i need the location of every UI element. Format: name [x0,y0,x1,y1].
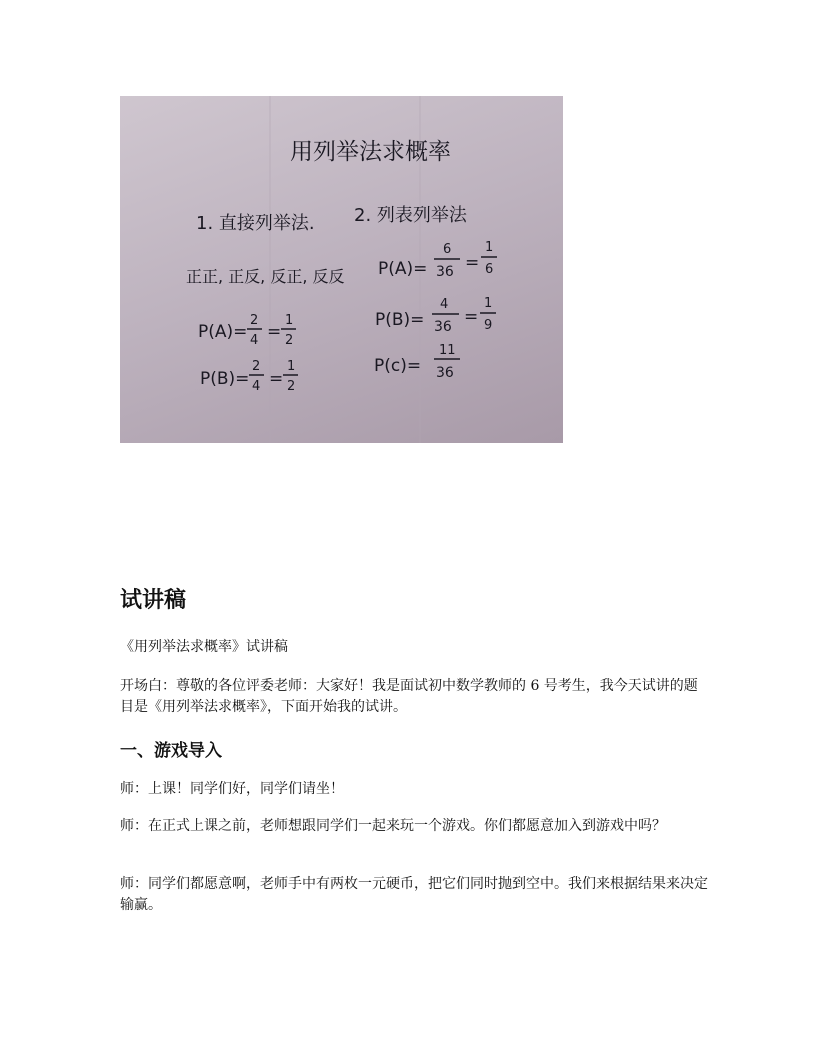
note-pa-right-eq: = [465,253,480,273]
note-pb-right-label: P(B)= [375,310,425,330]
note-pc-right-label: P(c)= [374,356,422,376]
handwritten-note-photo [120,96,563,443]
note-pb-right-rden: 9 [484,318,493,333]
note-pa-right-rden: 6 [485,262,494,277]
paragraph-2: 师：在正式上课之前，老师想跟同学们一起来玩一个游戏。你们都愿意加入到游戏中吗？ [120,818,666,834]
note-pa-left-eq: = [267,322,282,342]
section-heading-game-intro: 一、游戏导入 [120,741,222,761]
note-pb-right-eq: = [464,307,479,327]
note-pa-left-num: 2 [250,313,259,328]
note-method-2: 2. 列表列举法 [354,205,467,226]
note-pb-left-label: P(B)= [200,369,250,389]
note-pb-left-rden: 2 [287,379,296,394]
note-pa-left-rnum: 1 [285,313,294,328]
note-pa-left-den: 4 [250,333,259,348]
note-pa-left-label: P(A)= [198,322,248,342]
note-pb-left-den: 4 [252,379,261,394]
note-pa-right-rnum: 1 [485,240,494,255]
note-pb-left-rnum: 1 [287,359,296,374]
paragraph-1: 师：上课！同学们好，同学们请坐！ [120,781,344,797]
note-pa-left-rden: 2 [285,333,294,348]
page-title: 试讲稿 [120,588,187,613]
note-pa-right-num: 6 [443,242,452,257]
note-pb-left-eq: = [269,369,284,389]
note-pb-right-den: 36 [434,319,452,335]
note-outcomes: 正正, 正反, 反正, 反反 [186,267,345,286]
note-pc-right-den: 36 [436,365,454,381]
doc-subtitle: 《用列举法求概率》试讲稿 [120,639,288,655]
note-pa-right-label: P(A)= [378,259,428,279]
note-method-1: 1. 直接列举法. [196,213,315,234]
note-pb-right-num: 4 [440,297,449,312]
opening-paragraph: 开场白：尊敬的各位评委老师：大家好！我是面试初中数学教师的 6 号考生，我今天试讲的题目是《用列举法求概率》，下面开始我的试讲。 [120,678,698,715]
handwritten-note [120,96,563,443]
note-pb-right-rnum: 1 [484,296,493,311]
note-title: 用列举法求概率 [290,139,451,165]
note-pa-right-den: 36 [436,264,454,280]
note-pb-left-num: 2 [252,359,261,374]
note-pc-right-num: 11 [439,343,456,358]
paragraph-3: 师：同学们都愿意啊，老师手中有两枚一元硬币，把它们同时抛到空中。我们来根据结果来决定输赢。 [120,876,708,913]
